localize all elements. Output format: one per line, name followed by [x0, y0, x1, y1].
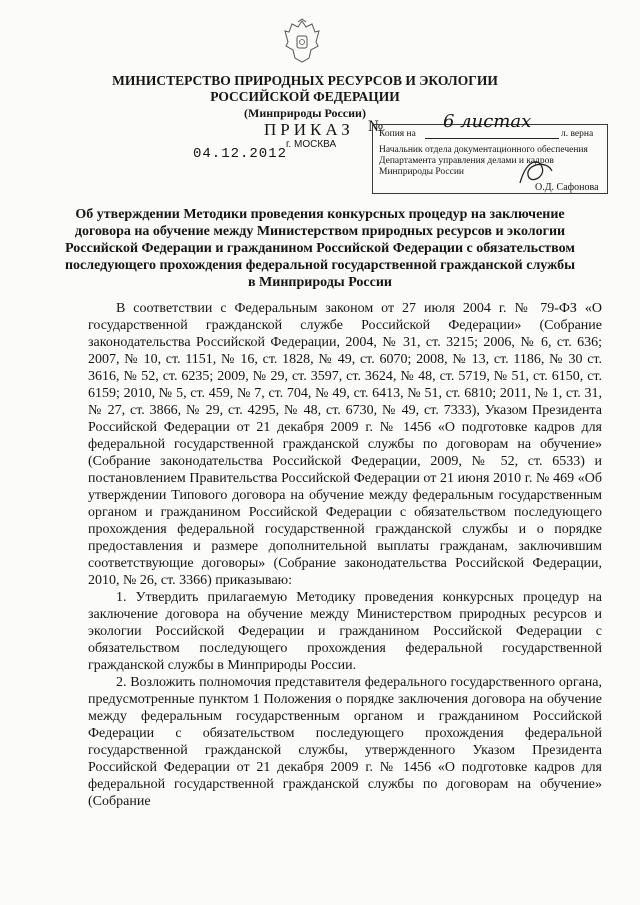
order-title: ПРИКАЗ [264, 120, 354, 139]
stamp-fill-line [425, 138, 559, 139]
document-body [88, 300, 602, 810]
order-city: г. МОСКВА [286, 139, 337, 150]
stamp-department-line: Департамента управления делами и кадров [379, 156, 554, 166]
stamp-handwritten-count: 6 листах [443, 111, 532, 132]
body-paragraph-item2: 2. Возложить полномочия представителя федерального государственного органа, предусмотренные пунктом 1 Положения о порядке заключения договора на обучение между федеральным государственным органом и гражданином Российской Федерации с обязательством последующего прохождения федеральной государственной гражданской службы, утвержденного Указом Президента Российской Федерации от 21 декабря 2009 г. № 1456 «О подготовке кадров для федеральной государственной гражданской службы по договорам на обучение» (Собрание [88, 675, 602, 809]
stamp-signer-name: О.Д. Сафонова [535, 182, 599, 193]
stamp-position-line: Начальник отдела документационного обеспечения [379, 145, 588, 155]
body-paragraph-item1: 1. Утвердить прилагаемую Методику проведения конкурсных процедур на заключение договора на обучение между Министерством природных ресурсов и экологии Российской Федерации и гражданином Российской Федерации с обязательством последующего прохождения федеральной государственной гражданской службы в Минприроды России. [88, 590, 602, 673]
ministry-name-line2: РОССИЙСКОЙ ФЕДЕРАЦИИ [210, 89, 400, 104]
document-title: Об утверждении Методики проведения конкурсных процедур на заключение договора на обучение между Министерством природных ресурсов и экологии Российской Федерации и гражданином Российской Федерации с обязательством последующего прохождения федеральной государственной гражданской службы в Минприроды России [64, 207, 576, 290]
state-emblem-icon [283, 18, 321, 64]
order-date: 04.12.2012 [193, 146, 288, 162]
ministry-name-line1: МИНИСТЕРСТВО ПРИРОДНЫХ РЕСУРСОВ И ЭКОЛОГИИ [112, 73, 498, 88]
stamp-copy-label: Копия на [379, 129, 416, 139]
stamp-verna: л. верна [561, 129, 594, 139]
signature-icon [516, 153, 556, 193]
ministry-short-name: (Минприроды России) [244, 106, 366, 120]
stamp-ministry-line: Минприроды России [379, 167, 464, 177]
order-number: № [368, 118, 384, 135]
body-paragraph-preamble: В соответствии с Федеральным законом от 27 июля 2004 г. № 79-ФЗ «О государственной гражданской службе Российской Федерации» (Собрание законодательства Российской Федерации, 2004, № 31, ст. 3215; 2006, № 6, ст. 636; 2007, № 10, ст. 1151, № 16, ст. 1828, № 49, ст. 6070; 2008, № 13, ст. 1186, № 30 ст. 3616, № 52, ст. 6235; 2009, № 29, ст. 3597, ст. 3624, № 48, ст. 5719, № 51, ст. 6150, ст. 6159; 2010, № 5, ст. 459, № 7, ст. 704, № 49, ст. 6413, № 51, ст. 6810; 2011, № 1, ст. 31, № 27, ст. 3866, № 29, ст. 4295, № 48, ст. 6730, № 49, ст. 7333), Указом Президента Российской Федерации от 21 декабря 2009 г. № 1456 «О подготовке кадров для федеральной государственной гражданской службы по договорам на обучение» (Собрание законодательства Российской Федерации, 2009, № 52, ст. 6533) и постановлением Правительства Российской Федерации от 21 июня 2010 г. № 469 «Об утверждении Типового договора на обучение между федеральным государственным органом и гражданином Российской Федерации с обязательством последующего прохождения федеральной государственной гражданской службы и о порядке предоставления и размере дополнительной выплаты гражданам, заключившим соответствующие договоры» (Собрание законодательства Российской Федерации, 2010, № 26, ст. 3366) приказываю: [88, 301, 602, 588]
